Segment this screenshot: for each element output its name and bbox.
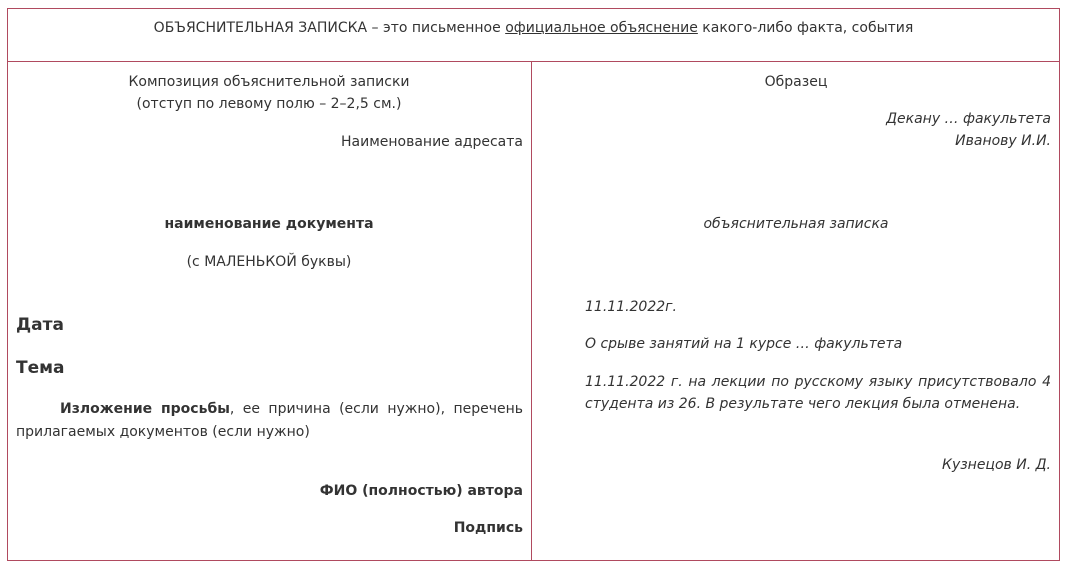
table-border-bottom (7, 560, 1060, 561)
left-request (16, 398, 523, 444)
left-date: Дата (16, 315, 64, 335)
right-author: Кузнецов И. Д. (942, 457, 1051, 473)
right-body-line1: 11.11.2022 г. на лекции по русскому языку присутствовало 4 (585, 374, 1051, 390)
left-signature: Подпись (453, 520, 523, 536)
left-topic: Тема (16, 358, 65, 378)
header-definition (7, 18, 1060, 38)
left-doc-name: наименование документа (164, 216, 374, 232)
right-addressee-line2: Иванову И.И. (955, 133, 1051, 149)
column-divider (531, 61, 532, 561)
right-doc-name: объяснительная записка (703, 216, 889, 232)
left-title-line1: Композиция объяснительной записки (128, 74, 410, 90)
left-addressee: Наименование адресата (340, 134, 523, 150)
right-title: Образец (764, 74, 828, 90)
right-topic: О срыве занятий на 1 курсе … факультета (585, 336, 903, 352)
left-doc-name-note: (с МАЛЕНЬКОЙ буквы) (186, 254, 352, 270)
left-title-line2: (отступ по левому полю – 2–2,5 см.) (136, 96, 402, 112)
right-body-line2: студента из 26. В результате чего лекция была отменена. (585, 396, 1021, 412)
left-request-bold: Изложение просьбы (60, 401, 230, 417)
header-text-end: какого-либо факта, события (697, 20, 914, 36)
left-author: ФИО (полностью) автора (319, 483, 523, 499)
header-divider (7, 61, 1060, 62)
left-request-rest: , ее причина (если нужно), перечень прилагаемых документов (если нужно) (16, 401, 523, 440)
header-text-start: ОБЪЯСНИТЕЛЬНАЯ ЗАПИСКА – это письменное (153, 20, 506, 36)
right-date: 11.11.2022г. (585, 299, 677, 315)
header-text-underlined: официальное объяснение (505, 20, 698, 36)
table-border-top (7, 8, 1060, 9)
right-addressee-line1: Декану … факультета (886, 111, 1051, 127)
document-table (7, 8, 1060, 561)
